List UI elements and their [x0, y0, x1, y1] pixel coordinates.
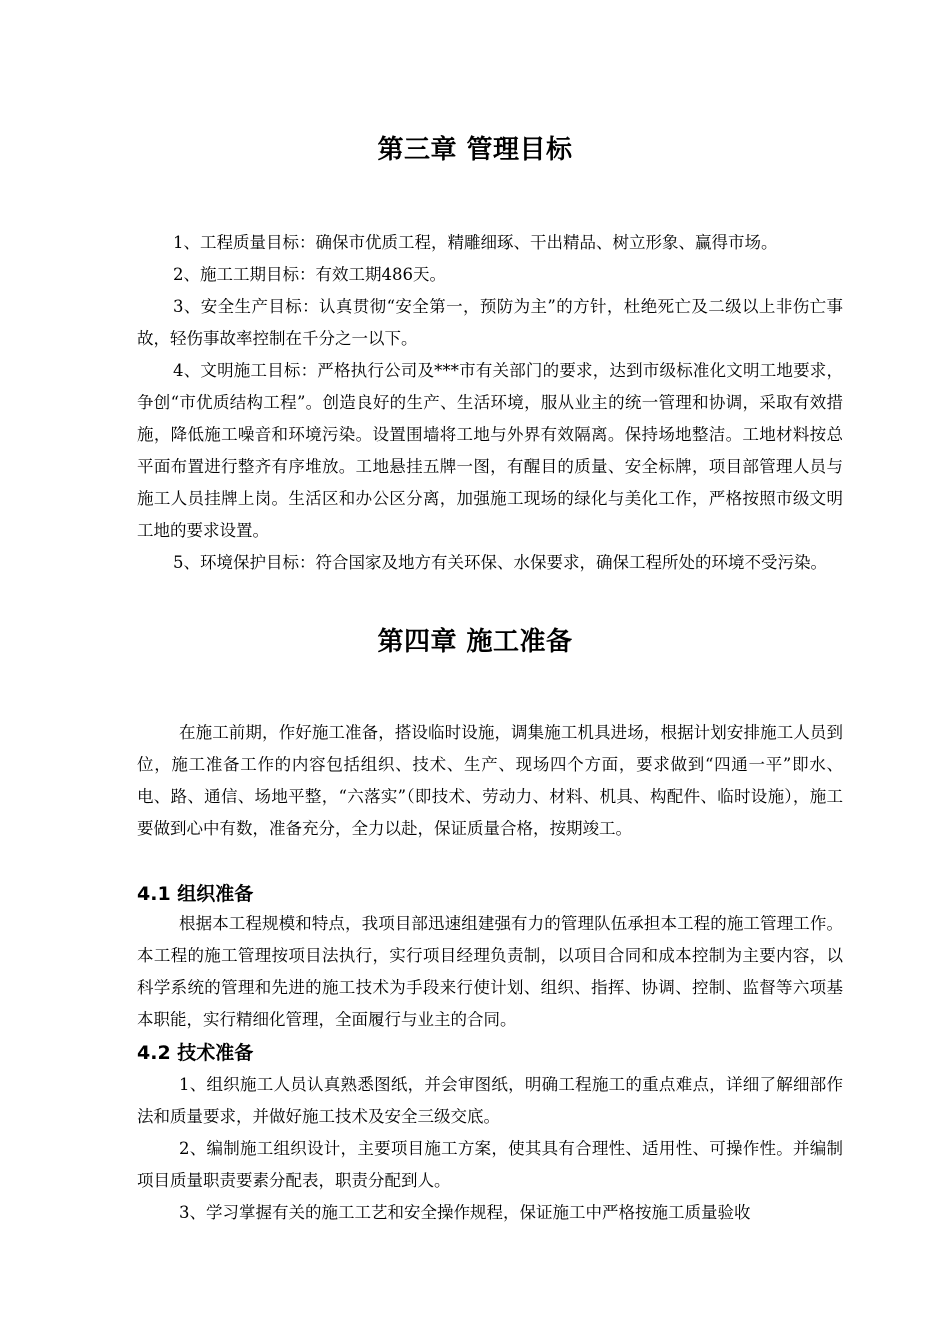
organization-paragraph: 根据本工程规模和特点，我项目部迅速组建强有力的管理队伍承担本工程的施工管理工作。本工程的施工管理按项目法执行，实行项目经理负责制，以项目合同和成本控制为主要内容，以科学系统的管理和先进的施工技术为手段来行使计划、组织、指挥、协调、控制、监督等六项基本职能，实行精细化管理，全面履行与业主的合同。 [137, 914, 843, 1029]
goal-quality: 1、工程质量目标：确保市优质工程，精雕细琢、干出精品、树立形象、赢得市场。 [173, 233, 778, 252]
chapter-4-intro [137, 717, 843, 845]
intro-paragraph: 在施工前期，作好施工准备，搭设临时设施，调集施工机具进场，根据计划安排施工人员到位，施工准备工作的内容包括组织、技术、生产、现场四个方面，要求做到“四通一平”即水、电、路、通信、场地平整，“六落实”（即技术、劳动力、材料、机具、构配件、临时设施），施工要做到心中有数，准备充分，全力以赴，保证质量合格，按期竣工。 [137, 723, 843, 838]
chapter-3-goals [137, 227, 843, 579]
goal-schedule: 2、施工工期目标：有效工期486天。 [173, 265, 446, 284]
tech-item-1: 1、组织施工人员认真熟悉图纸，并会审图纸，明确工程施工的重点难点，详细了解细部作法和质量要求，并做好施工技术及安全三级交底。 [137, 1075, 843, 1126]
section-4-2-body [137, 1069, 843, 1229]
chapter-3-title: 第三章 管理目标 [377, 135, 573, 165]
tech-item-2: 2、编制施工组织设计，主要项目施工方案，使其具有合理性、适用性、可操作性。并编制项目质量职责要素分配表，职责分配到人。 [137, 1139, 843, 1190]
section-4-1-heading: 4.1 组织准备 [137, 883, 254, 905]
tech-item-3: 3、学习掌握有关的施工工艺和安全操作规程，保证施工中严格按施工质量验收 [179, 1203, 751, 1222]
goal-civilized-construction: 4、文明施工目标：严格执行公司及***市有关部门的要求，达到市级标准化文明工地要求，争创“市优质结构工程”。创造良好的生产、生活环境，服从业主的统一管理和协调，采取有效措施，降低施工噪音和环境污染。设置围墙将工地与外界有效隔离。保持场地整洁。工地材料按总平面布置进行整齐有序堆放。工地悬挂五牌一图，有醒目的质量、安全标牌，项目部管理人员与施工人员挂牌上岗。生活区和办公区分离，加强施工现场的绿化与美化工作，严格按照市级文明工地的要求设置。 [137, 361, 843, 540]
goal-environment: 5、环境保护目标：符合国家及地方有关环保、水保要求，确保工程所处的环境不受污染。 [173, 553, 827, 572]
goal-safety: 3、安全生产目标：认真贯彻“安全第一，预防为主”的方针，杜绝死亡及二级以上非伤亡事故，轻伤事故率控制在千分之一以下。 [137, 297, 843, 348]
section-4-1-body [137, 908, 843, 1036]
section-4-2-heading: 4.2 技术准备 [137, 1042, 254, 1064]
chapter-4-title: 第四章 施工准备 [377, 627, 573, 657]
